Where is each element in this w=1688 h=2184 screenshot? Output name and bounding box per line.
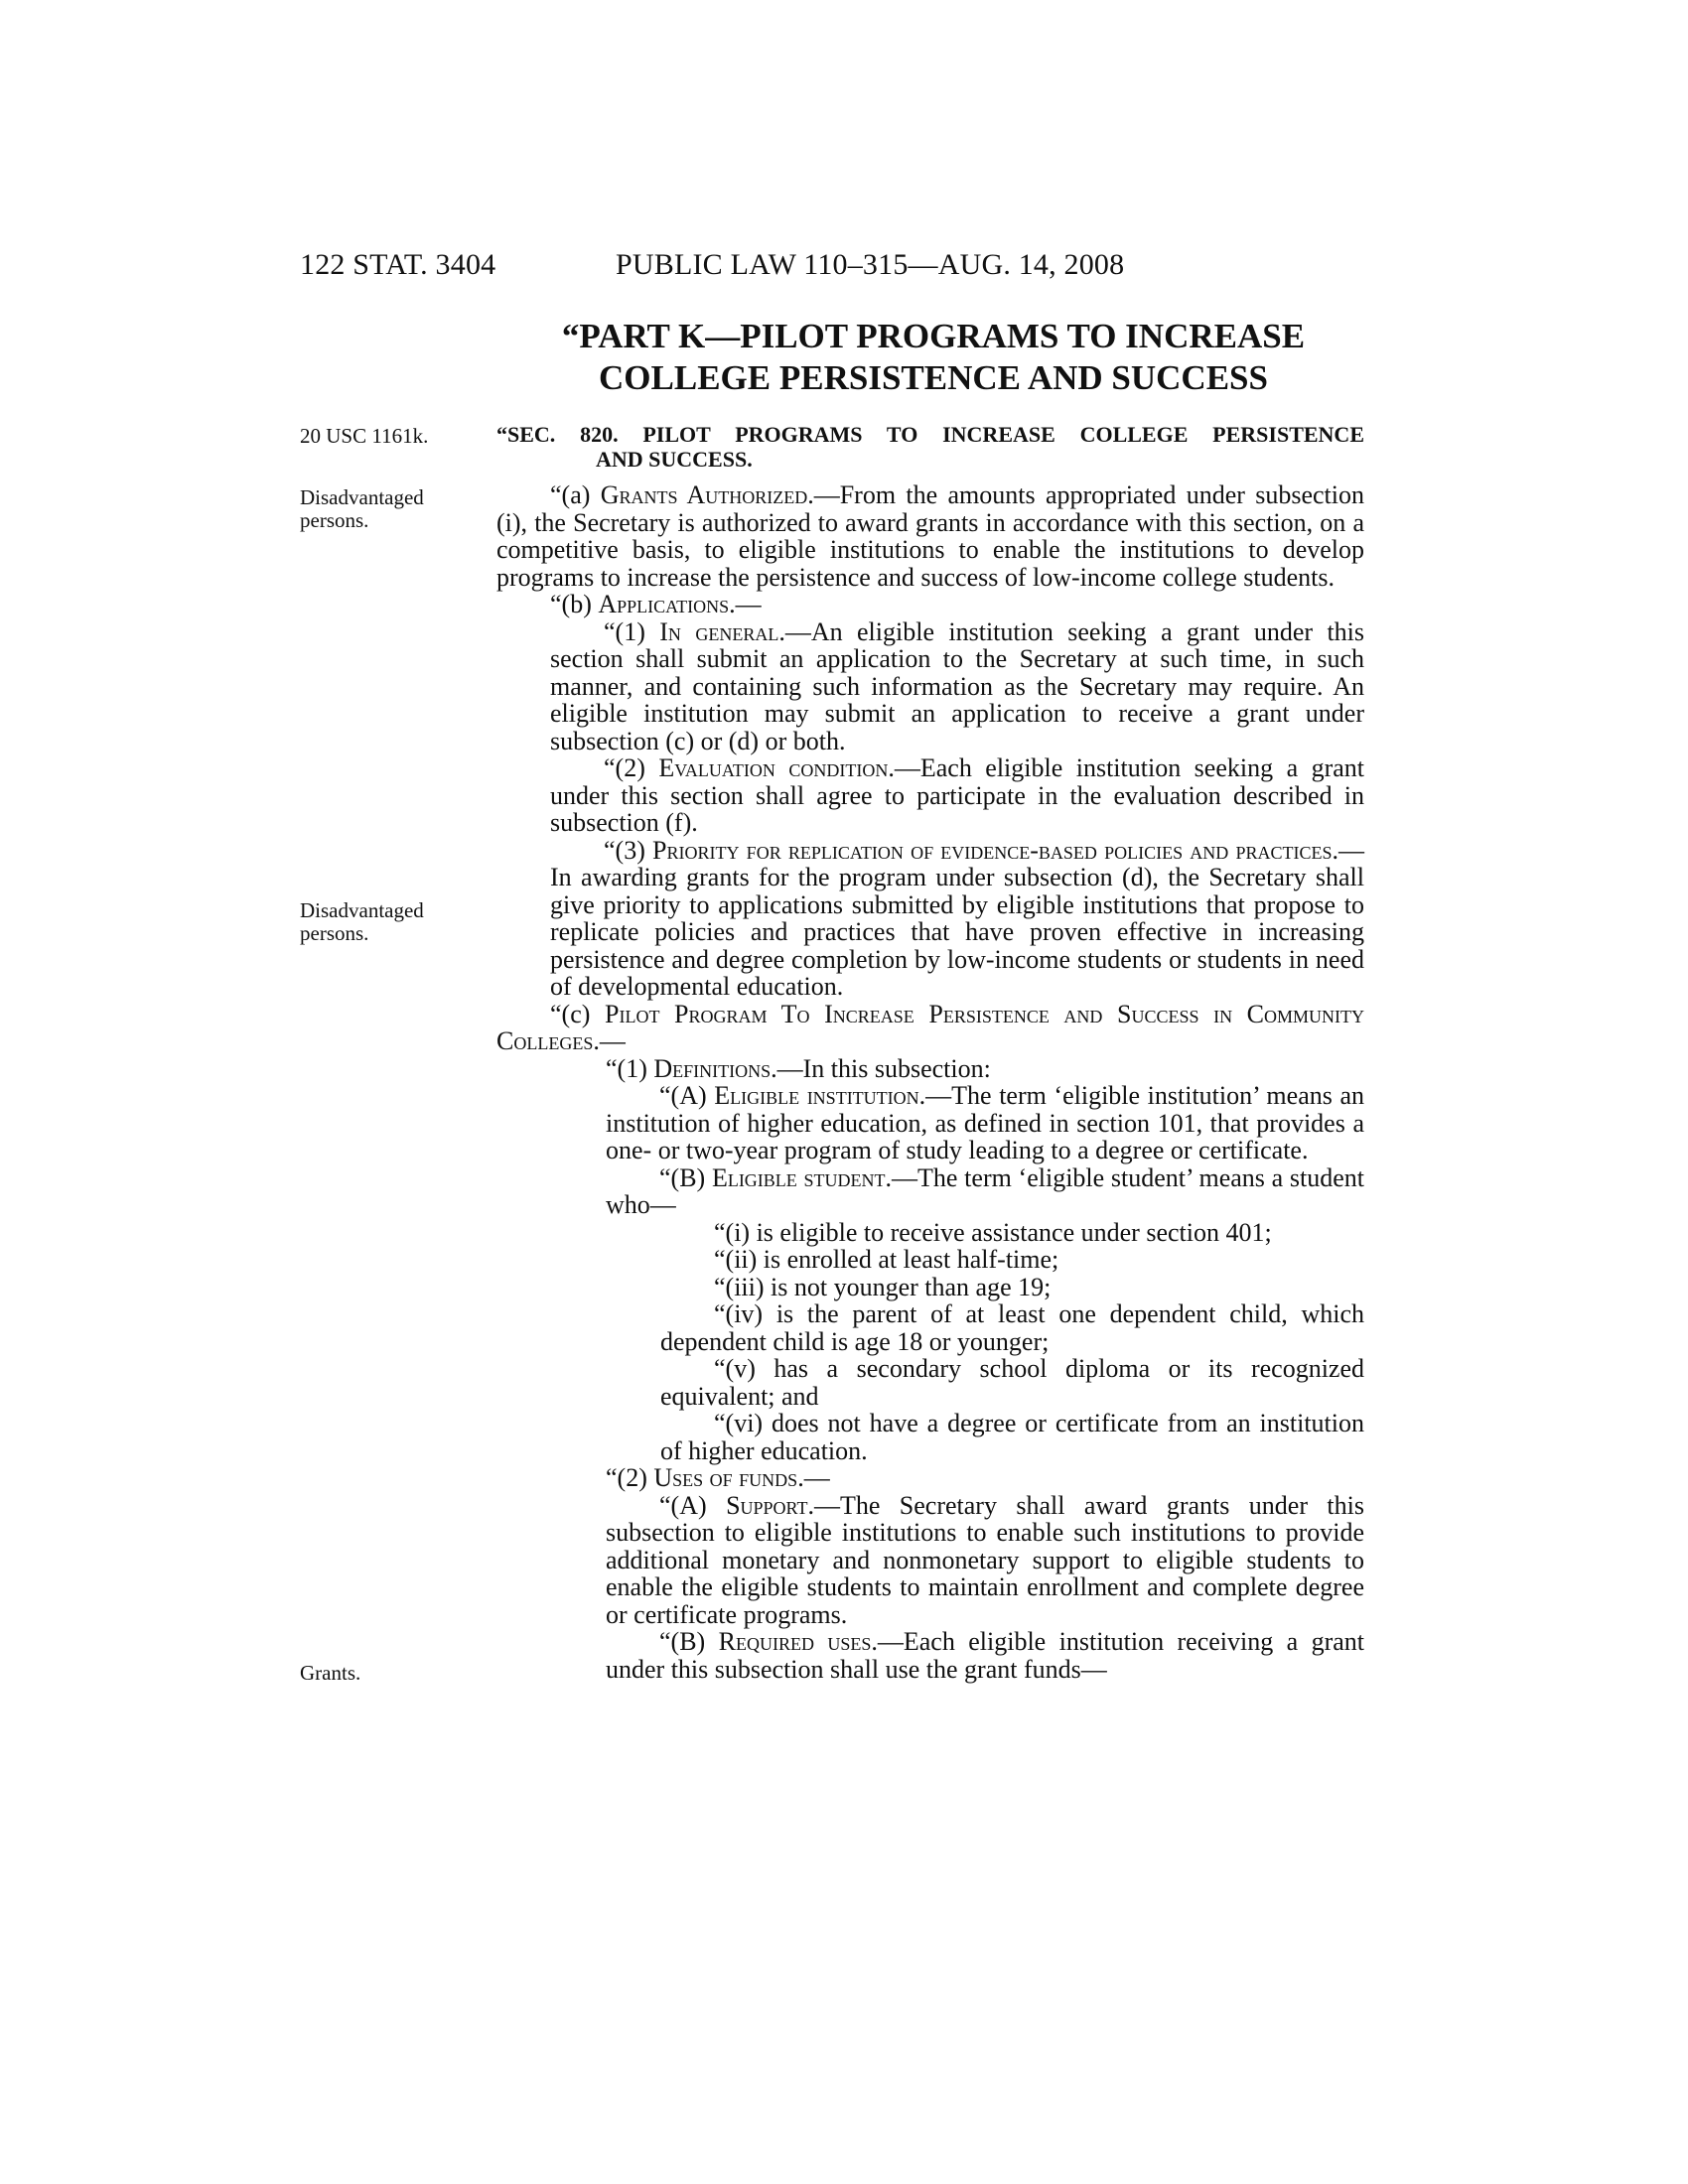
paragraph-c-1-B: “(B) Eligible student.—The term ‘eligible student’ means a student who— xyxy=(606,1162,1365,1219)
paragraph-c-2-B: “(B) Required uses.—Each eligible institution receiving a grant under this subsection shall use the grant funds— xyxy=(606,1627,1364,1684)
paragraph-b-2: “(2) Evaluation condition.—Each eligible institution seeking a grant under this section shall agree to participate in the evaluation described in subsection (f). xyxy=(550,753,1365,837)
margin-note-disadvantaged-1: Disadvantaged persons. xyxy=(300,485,424,532)
running-header: PUBLIC LAW 110–315—AUG. 14, 2008 xyxy=(616,248,1125,281)
part-title-line-2: COLLEGE PERSISTENCE AND SUCCESS xyxy=(599,358,1268,397)
margin-note-disadvantaged-2: Disadvantaged persons. xyxy=(300,898,424,945)
paragraph-b-3: “(3) Priority for replication of evidence-based policies and practices.—In awarding grants for the program under subsection (d), the Secretary shall give priority to applications submitted by eligible institutions that propose to replicate policies and practices that have proven effective in increasing persistence and degree completion by low-income students or students in need of developmental education. xyxy=(550,835,1364,1001)
paragraph-c-2-A: “(A) Support.—The Secretary shall award grants under this subsection to eligible institutions to enable such institutions to provide additional monetary and nonmonetary support to eligible students to enable the eligible students to maintain enrollment and complete degree or certificate programs. xyxy=(606,1490,1364,1629)
paragraph-c-1: “(1) Definitions.—In this subsection: xyxy=(606,1053,991,1083)
margin-note-usc: 20 USC 1161k. xyxy=(300,424,429,448)
section-heading xyxy=(496,422,1364,472)
clause-c-1-B-vi: “(vi) does not have a degree or certificate from an institution of higher education. xyxy=(660,1409,1364,1465)
clause-c-1-B-v: “(v) has a secondary school diploma or its recognized equivalent; and xyxy=(660,1354,1364,1411)
section-body xyxy=(496,481,1364,1683)
margin-note-grants: Grants. xyxy=(300,1661,361,1685)
paragraph-b-1: “(1) In general.—An eligible institution seeking a grant under this section shall submit an application to the Secretary at such time, in such manner, and containing such information as the Secretary may require. An eligible institution may submit an application to receive a grant under subsection (c) or (d) or both. xyxy=(550,616,1365,755)
paragraph-c-1-A: “(A) Eligible institution.—The term ‘eligible institution’ means an institution of higher education, as defined in section 101, that provides a one- or two-year program of study leading to a degree or certificate. xyxy=(606,1081,1364,1164)
clause-c-1-B-i: “(i) is eligible to receive assistance under section 401; xyxy=(714,1217,1272,1247)
paragraph-a: “(a) Grants Authorized.—From the amounts appropriated under subsection (i), the Secretary is authorized to award grants in accordance with this section, on a competitive basis, to eligible institutions to enable the institutions to develop programs to increase the persistence and success of low-income college students. xyxy=(496,480,1365,592)
clause-c-1-B-iv: “(iv) is the parent of at least one dependent child, which dependent child is age 18 or younger; xyxy=(660,1299,1364,1356)
section-heading-line-2: AND SUCCESS. xyxy=(596,447,753,472)
section-heading-line-1: “SEC. 820. PILOT PROGRAMS TO INCREASE COLLEGE PERSISTENCE xyxy=(496,422,1364,447)
page-reference: 122 STAT. 3404 xyxy=(300,248,496,281)
paragraph-c-2: “(2) Uses of funds.— xyxy=(606,1463,830,1492)
clause-c-1-B-iii: “(iii) is not younger than age 19; xyxy=(714,1272,1052,1301)
paragraph-b: “(b) Applications.— xyxy=(550,590,762,618)
part-title-line-1: “PART K—PILOT PROGRAMS TO INCREASE xyxy=(561,317,1306,355)
part-title xyxy=(496,316,1370,399)
paragraph-c: “(c) Pilot Program To Increase Persistence and Success in Community Colleges.— xyxy=(496,999,1365,1055)
clause-c-1-B-ii: “(ii) is enrolled at least half-time; xyxy=(714,1245,1059,1274)
